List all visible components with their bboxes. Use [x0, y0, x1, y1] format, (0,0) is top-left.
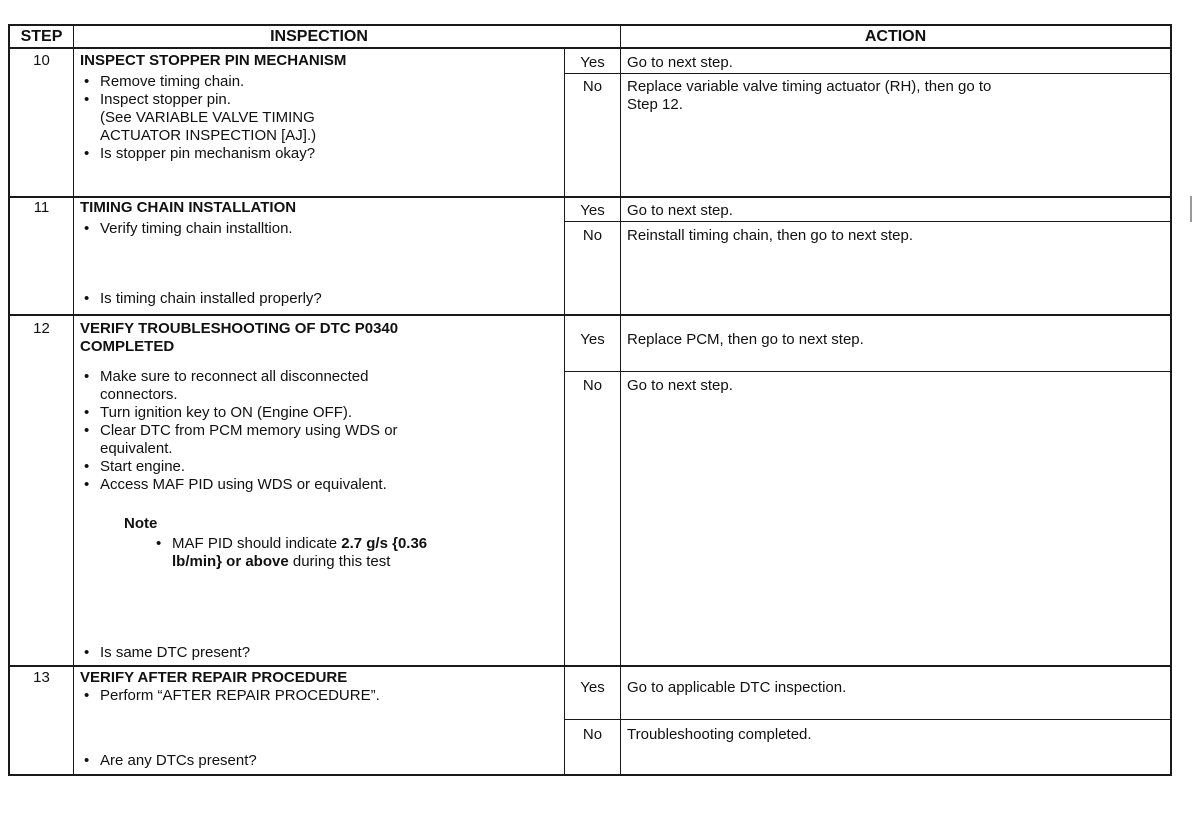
note-text-bold: 2.7 g/s {0.36 [341, 535, 428, 552]
inspection-bullet: • Turn ignition key to ON (Engine OFF). [100, 404, 352, 421]
inspection-bullet: • Is timing chain installed properly? [100, 290, 322, 307]
step-number: 11 [33, 199, 50, 216]
step-title: VERIFY AFTER REPAIR PROCEDURE [80, 669, 348, 686]
inspection-bullet: • Perform “AFTER REPAIR PROCEDURE”. [100, 687, 380, 704]
yes-label: Yes [580, 202, 605, 219]
inspection-bullet: • Access MAF PID using WDS or equivalent. [100, 476, 387, 493]
table-border-top [8, 24, 1172, 26]
inspection-bullet-continued: equivalent. [100, 440, 173, 457]
header-action: ACTION [864, 28, 927, 45]
yes-action: Replace PCM, then go to next step. [627, 331, 864, 348]
inspection-bullet: • Start engine. [100, 458, 185, 475]
yes-no-divider-12 [564, 371, 1172, 372]
no-action: Troubleshooting completed. [627, 726, 812, 743]
no-label: No [582, 78, 603, 95]
header-step: STEP [20, 28, 63, 45]
step-number: 12 [33, 320, 50, 337]
table-border-left [8, 24, 10, 776]
step-number: 10 [33, 52, 50, 69]
row-divider-11-12 [8, 314, 1172, 316]
no-label: No [582, 227, 603, 244]
step-title: VERIFY TROUBLESHOOTING OF DTC P0340 [80, 320, 399, 337]
note-text [172, 535, 427, 552]
step-number: 13 [33, 669, 50, 686]
inspection-bullet: • Remove timing chain. [100, 73, 244, 90]
yes-label: Yes [580, 679, 605, 696]
inspection-bullet-continued: connectors. [100, 386, 178, 403]
table-border-right [1170, 24, 1172, 776]
no-action-continued: Step 12. [627, 96, 683, 113]
col-line-action [620, 24, 621, 776]
table-border-bottom [8, 774, 1172, 776]
header-inspection: INSPECTION [270, 28, 368, 45]
yes-label: Yes [580, 54, 605, 71]
note-text-bold: lb/min} or above [172, 553, 289, 570]
step-title: TIMING CHAIN INSTALLATION [80, 199, 297, 216]
yes-no-divider-10 [564, 73, 1172, 74]
no-action: Replace variable valve timing actuator (RH), then go to [627, 78, 992, 95]
no-action: Go to next step. [627, 377, 733, 394]
note-text-post: during this test [288, 553, 391, 570]
yes-action: Go to next step. [627, 202, 733, 219]
inspection-bullet-continued: (See VARIABLE VALVE TIMING [100, 109, 315, 126]
inspection-bullet: • Make sure to reconnect all disconnected [100, 368, 368, 385]
yes-no-divider-13 [564, 719, 1172, 720]
no-label: No [582, 377, 603, 394]
no-label: No [582, 726, 603, 743]
page-margin-mark [1190, 196, 1192, 222]
row-divider-12-13 [8, 665, 1172, 667]
yes-action: Go to next step. [627, 54, 733, 71]
step-title: INSPECT STOPPER PIN MECHANISM [80, 52, 347, 69]
inspection-bullet-continued: ACTUATOR INSPECTION [AJ].) [100, 127, 317, 144]
col-line-step [73, 24, 74, 776]
yes-action: Go to applicable DTC inspection. [627, 679, 847, 696]
yes-no-divider-11 [564, 221, 1172, 222]
inspection-bullet: • Is same DTC present? [100, 644, 250, 661]
note-text-continued [172, 553, 390, 570]
yes-label: Yes [580, 331, 605, 348]
inspection-bullet: • Verify timing chain installtion. [100, 220, 293, 237]
inspection-bullet: • Inspect stopper pin. [100, 91, 231, 108]
inspection-bullet: • Clear DTC from PCM memory using WDS or [100, 422, 398, 439]
inspection-bullet: • Are any DTCs present? [100, 752, 257, 769]
note-label: Note [124, 515, 158, 532]
no-action: Reinstall timing chain, then go to next step. [627, 227, 913, 244]
row-divider-10-11 [8, 196, 1172, 198]
inspection-bullet: • Is stopper pin mechanism okay? [100, 145, 315, 162]
note-text-pre: MAF PID should indicate [172, 535, 342, 552]
header-divider [8, 47, 1172, 49]
step-title-continued: COMPLETED [80, 338, 175, 355]
